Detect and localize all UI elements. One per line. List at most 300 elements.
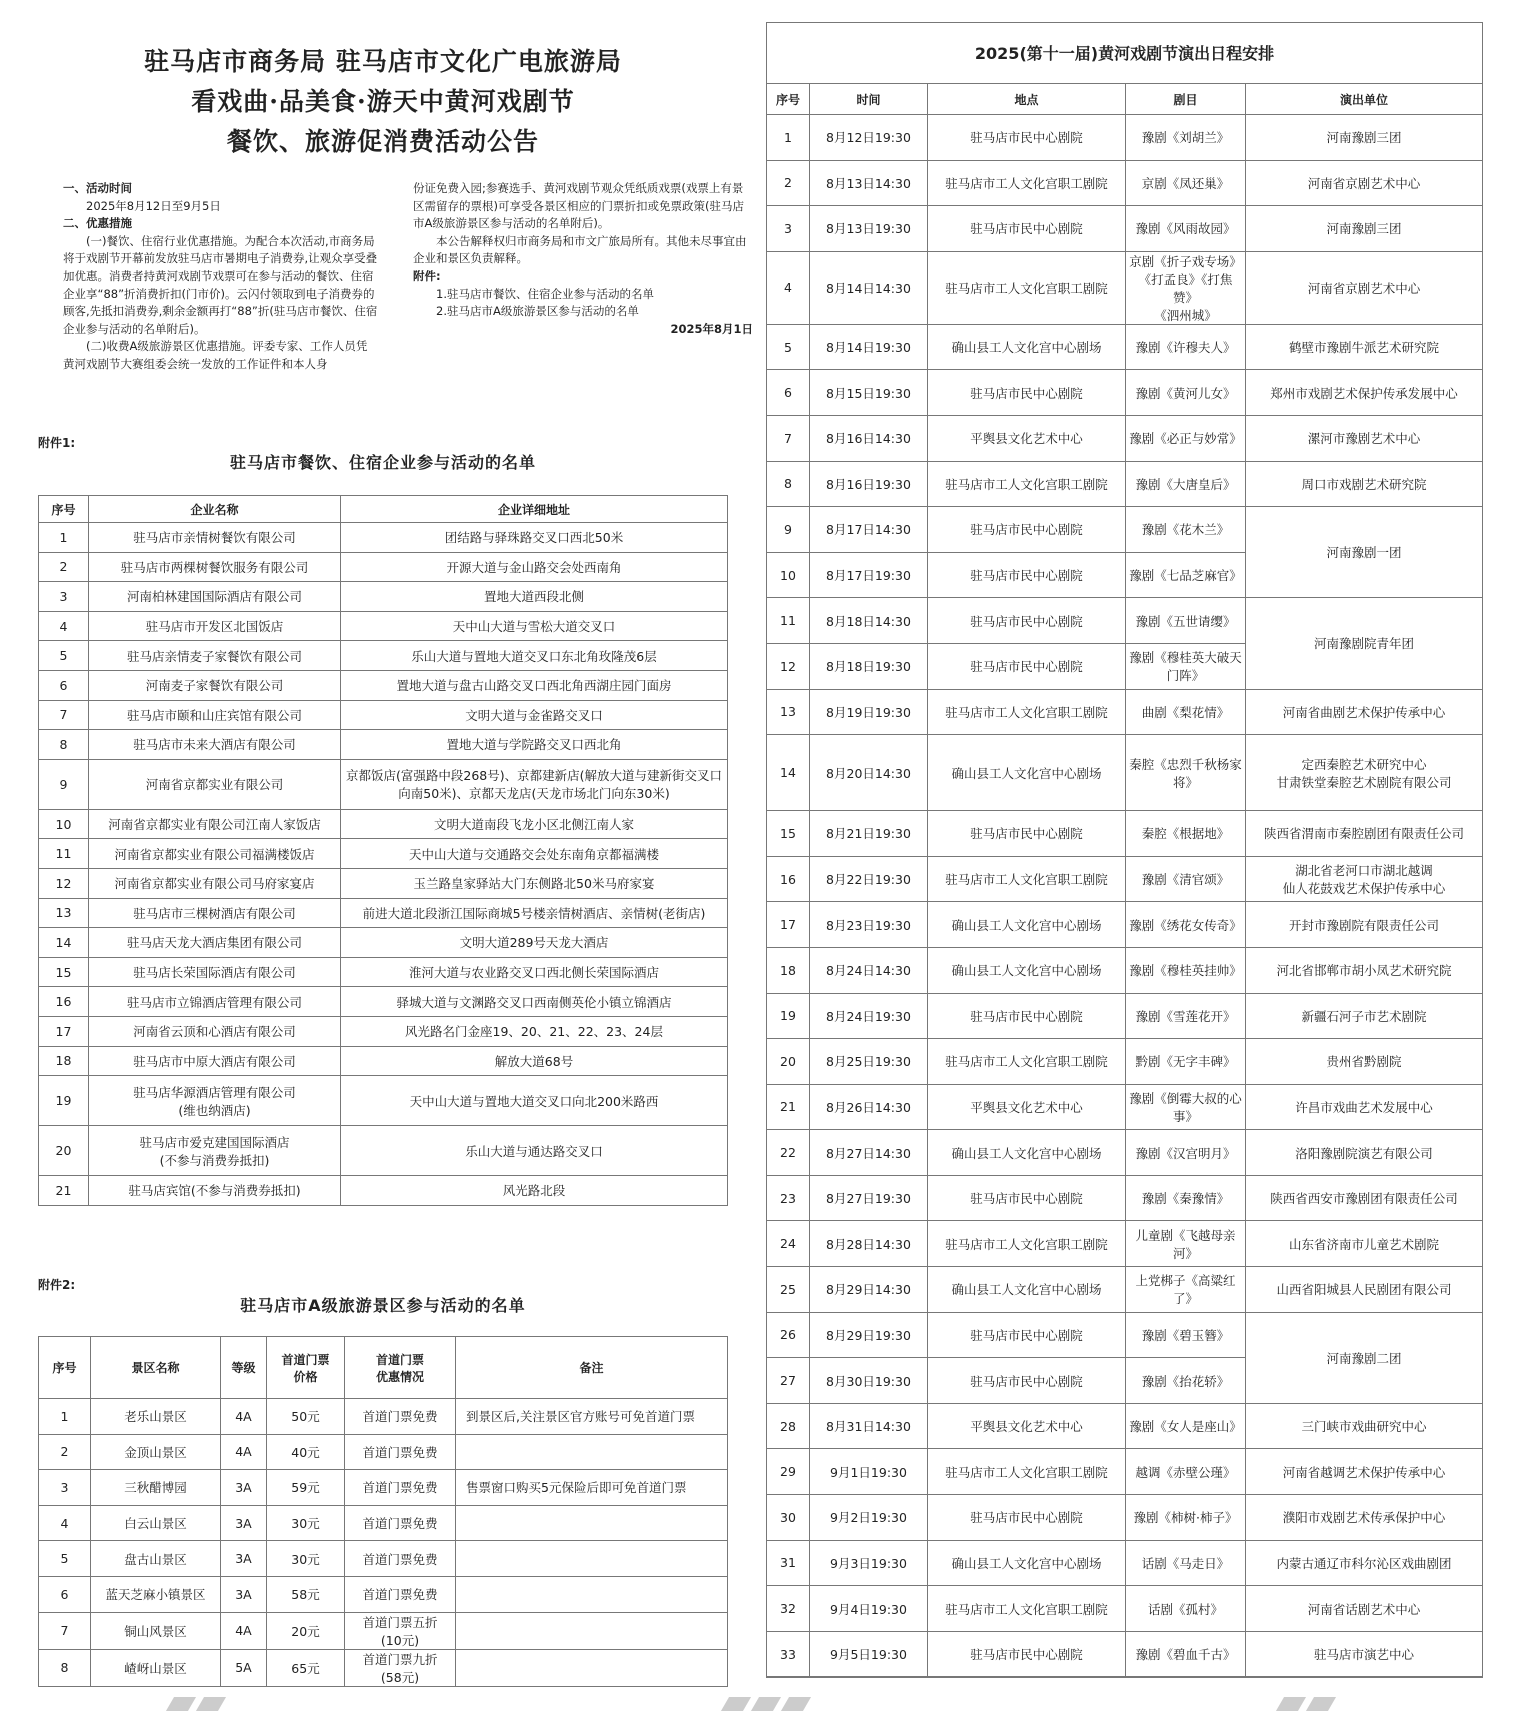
table-cell: 12	[767, 643, 810, 689]
table-cell: 驻马店市工人文化宫职工剧院	[928, 1039, 1126, 1085]
table-cell: 4	[767, 251, 810, 324]
column-header: 首道门票 优惠情况	[345, 1337, 456, 1399]
table-cell: 8月14日14:30	[810, 251, 928, 324]
table-cell: 置地大道与盘古山路交叉口西北角西湖庄园门面房	[341, 670, 728, 700]
table-row	[39, 552, 728, 582]
table-row	[39, 1046, 728, 1076]
table-row	[767, 1631, 1483, 1677]
notice-paragraph: 附件:	[413, 268, 441, 283]
table-cell: 前进大道北段浙江国际商城5号楼亲情树酒店、亲情树(老街店)	[341, 898, 728, 928]
table-row	[767, 735, 1483, 811]
table-cell: 开源大道与金山路交会处西南角	[341, 552, 728, 582]
schedule-panel	[766, 22, 1483, 1678]
table-cell: 白云山景区	[91, 1505, 221, 1541]
table-header-row	[767, 84, 1483, 115]
table-cell: 2	[39, 552, 89, 582]
table-cell: 9月3日19:30	[810, 1540, 928, 1586]
table-cell: 确山县工人文化宫中心剧场	[928, 1130, 1126, 1176]
table-cell: 京剧《折子戏专场》 《打孟良》《打焦赞》 《泗州城》	[1126, 251, 1246, 324]
table-cell: 13	[767, 689, 810, 735]
table-cell: 河南豫剧三团	[1246, 206, 1483, 252]
table-cell: 20	[767, 1039, 810, 1085]
table-cell: 驻马店市工人文化宫职工剧院	[928, 1449, 1126, 1495]
table-cell: 1	[39, 523, 89, 553]
table-row	[39, 1126, 728, 1176]
table-cell: 59元	[267, 1470, 345, 1506]
table-row	[39, 1505, 728, 1541]
table-cell: 豫剧《大唐皇后》	[1126, 461, 1246, 507]
table-cell	[456, 1505, 728, 1541]
table-row	[39, 1399, 728, 1435]
table-cell: 30	[767, 1495, 810, 1541]
table-row	[767, 598, 1483, 644]
table-cell: 30元	[267, 1505, 345, 1541]
table-cell: 越调《赤壁公瑾》	[1126, 1449, 1246, 1495]
table-cell: 三秋醋博园	[91, 1470, 221, 1506]
table-row	[39, 759, 728, 809]
table-cell: 三门峡市戏曲研究中心	[1246, 1403, 1483, 1449]
table-cell: 金顶山景区	[91, 1434, 221, 1470]
table-cell: 曲剧《梨花情》	[1126, 689, 1246, 735]
table-cell	[456, 1612, 728, 1649]
table-cell: 11	[39, 839, 89, 869]
table-cell: 8月24日19:30	[810, 993, 928, 1039]
table-cell: 8月21日19:30	[810, 811, 928, 857]
table-row	[767, 811, 1483, 857]
table-cell: 濮阳市戏剧艺术传承保护中心	[1246, 1495, 1483, 1541]
table-cell	[456, 1576, 728, 1612]
table-cell: 首道门票免费	[345, 1434, 456, 1470]
table-cell: 豫剧《柿树·柿子》	[1126, 1495, 1246, 1541]
table-cell: 确山县工人文化宫中心剧场	[928, 324, 1126, 370]
table-cell: 驻马店市三棵树酒店有限公司	[89, 898, 341, 928]
table-row	[39, 839, 728, 869]
table-cell: 8	[767, 461, 810, 507]
table-cell: 郑州市戏剧艺术保护传承发展中心	[1246, 370, 1483, 416]
table-cell: 驻马店市立锦酒店管理有限公司	[89, 987, 341, 1017]
table-row	[39, 898, 728, 928]
table-row	[39, 987, 728, 1017]
table-cell: 河南豫剧二团	[1246, 1312, 1483, 1403]
table-cell: 19	[767, 993, 810, 1039]
notice-paragraph: 2025年8月12日至9月5日	[86, 198, 221, 213]
table-cell: 驻马店市亲情树餐饮有限公司	[89, 523, 341, 553]
table-cell: 驻马店市民中心剧院	[928, 1358, 1126, 1404]
table-row	[39, 1076, 728, 1126]
table-cell: 置地大道西段北侧	[341, 582, 728, 612]
table-cell: 24	[767, 1221, 810, 1267]
table-cell: 9月4日19:30	[810, 1586, 928, 1632]
announcement-header	[38, 42, 728, 162]
table-cell: 4A	[221, 1434, 267, 1470]
table-cell: 河南豫剧一团	[1246, 507, 1483, 598]
table-cell: 8月12日19:30	[810, 115, 928, 161]
table-cell: 驻马店市民中心剧院	[928, 206, 1126, 252]
table-row	[767, 856, 1483, 902]
table-row	[39, 1016, 728, 1046]
table-cell: 18	[767, 947, 810, 993]
table-cell: 盘古山景区	[91, 1541, 221, 1577]
column-header: 时间	[810, 84, 928, 115]
table-cell: 漯河市豫剧艺术中心	[1246, 415, 1483, 461]
table-cell: 驿城大道与文渊路交叉口西南侧英伦小镇立锦酒店	[341, 987, 728, 1017]
table-row	[39, 641, 728, 671]
table-cell: 19	[39, 1076, 89, 1126]
footer-decoration	[725, 1696, 815, 1704]
table-cell: 驻马店市开发区北国饭店	[89, 611, 341, 641]
table-cell: 22	[767, 1130, 810, 1176]
table-row	[767, 902, 1483, 948]
table-cell: 21	[767, 1084, 810, 1130]
table-cell: 8月13日19:30	[810, 206, 928, 252]
table-cell: 50元	[267, 1399, 345, 1435]
table-cell: 河南省京都实业有限公司福满楼饭店	[89, 839, 341, 869]
column-header: 剧目	[1126, 84, 1246, 115]
table-row	[767, 1267, 1483, 1313]
table-row	[767, 993, 1483, 1039]
table-cell: 8月19日19:30	[810, 689, 928, 735]
table-cell: 河南省越调艺术保护传承中心	[1246, 1449, 1483, 1495]
table-cell: 陕西省西安市豫剧团有限责任公司	[1246, 1175, 1483, 1221]
table-cell: 16	[767, 856, 810, 902]
table-cell: 8月24日14:30	[810, 947, 928, 993]
table-row	[39, 670, 728, 700]
table-cell: 风光路名门金座19、20、21、22、23、24层	[341, 1016, 728, 1046]
table-row	[39, 957, 728, 987]
table-cell: 25	[767, 1267, 810, 1313]
table-cell: 河南省京都实业有限公司江南人家饭店	[89, 809, 341, 839]
table-header-row	[39, 496, 728, 523]
table-cell: 20元	[267, 1612, 345, 1649]
event-title: 看戏曲·品美食·游天中黄河戏剧节	[191, 87, 575, 116]
table-cell: 河南省云顶和心酒店有限公司	[89, 1016, 341, 1046]
table-cell: 豫剧《必正与妙常》	[1126, 415, 1246, 461]
table-cell: 驻马店市演艺中心	[1246, 1631, 1483, 1677]
table-cell: 平舆县文化艺术中心	[928, 1084, 1126, 1130]
table-cell: 驻马店市民中心剧院	[928, 993, 1126, 1039]
table-cell: 河南豫剧院青年团	[1246, 598, 1483, 689]
table-cell: 7	[39, 1612, 91, 1649]
table-cell: 定西秦腔艺术研究中心 甘肃铁堂秦腔艺术剧院有限公司	[1246, 735, 1483, 811]
table-cell: 河南柏林建国国际酒店有限公司	[89, 582, 341, 612]
table-row	[39, 1470, 728, 1506]
table-cell: 贵州省黔剧院	[1246, 1039, 1483, 1085]
table-cell: 8月15日19:30	[810, 370, 928, 416]
table-cell	[456, 1541, 728, 1577]
table-cell: 豫剧《抬花轿》	[1126, 1358, 1246, 1404]
table-cell: 上党梆子《高粱红 了》	[1126, 1267, 1246, 1313]
table-row	[39, 868, 728, 898]
table-cell: 豫剧《女人是座山》	[1126, 1403, 1246, 1449]
table-row	[39, 1176, 728, 1206]
table-cell: 6	[39, 1576, 91, 1612]
table-cell: 1	[767, 115, 810, 161]
scenic-spot-table	[38, 1336, 728, 1687]
table-cell: 豫剧《碧血千古》	[1126, 1631, 1246, 1677]
table-cell: 平舆县文化艺术中心	[928, 1403, 1126, 1449]
column-header: 首道门票 价格	[267, 1337, 345, 1399]
table-cell: 8月30日19:30	[810, 1358, 928, 1404]
table-cell: 23	[767, 1175, 810, 1221]
table-cell: 豫剧《五世请缨》	[1126, 598, 1246, 644]
table-cell: 2	[39, 1434, 91, 1470]
table-cell: 8月22日19:30	[810, 856, 928, 902]
table-row	[767, 415, 1483, 461]
table-cell: 河南豫剧三团	[1246, 115, 1483, 161]
table-cell: 驻马店市民中心剧院	[928, 552, 1126, 598]
table-row	[39, 1541, 728, 1577]
table-row	[39, 523, 728, 553]
table-cell: 26	[767, 1312, 810, 1358]
table-row	[767, 1403, 1483, 1449]
table-cell: 15	[767, 811, 810, 857]
table-cell: 8月28日14:30	[810, 1221, 928, 1267]
table-cell: 驻马店华源酒店管理有限公司 (维也纳酒店)	[89, 1076, 341, 1126]
table-cell: 秦腔《忠烈千秋杨家 将》	[1126, 735, 1246, 811]
table-cell: 豫剧《碧玉簪》	[1126, 1312, 1246, 1358]
table-cell: 9月1日19:30	[810, 1449, 928, 1495]
table-cell: 乐山大道与置地大道交叉口东北角玫隆茂6层	[341, 641, 728, 671]
table-cell: 老乐山景区	[91, 1399, 221, 1435]
table-cell: 10	[767, 552, 810, 598]
table-cell: 周口市戏剧艺术研究院	[1246, 461, 1483, 507]
column-header: 企业详细地址	[341, 496, 728, 523]
table-cell: 驻马店市民中心剧院	[928, 1312, 1126, 1358]
table-row	[39, 1649, 728, 1686]
table-cell: 首道门票免费	[345, 1470, 456, 1506]
schedule-title: 2025(第十一届)黄河戏剧节演出日程安排	[767, 23, 1482, 84]
table-cell: 天中山大道与交通路交会处东南角京都福满楼	[341, 839, 728, 869]
left-column	[38, 0, 753, 1685]
table-cell: 话剧《孤村》	[1126, 1586, 1246, 1632]
restaurant-table	[38, 495, 728, 1206]
table-cell: 58元	[267, 1576, 345, 1612]
table-cell: 3	[767, 206, 810, 252]
table-cell: 3A	[221, 1541, 267, 1577]
table-cell: 首道门票五折 (10元)	[345, 1612, 456, 1649]
table-cell: 驻马店市中原大酒店有限公司	[89, 1046, 341, 1076]
table-cell: 河南省曲剧艺术保护传承中心	[1246, 689, 1483, 735]
table-cell: 16	[39, 987, 89, 1017]
table-row	[39, 1612, 728, 1649]
table-cell: 32	[767, 1586, 810, 1632]
table-row	[767, 1540, 1483, 1586]
table-row	[39, 700, 728, 730]
table-cell: 豫剧《穆桂英大破天 门阵》	[1126, 643, 1246, 689]
table-cell: 8月27日14:30	[810, 1130, 928, 1176]
table-cell: 8月23日19:30	[810, 902, 928, 948]
notice-paragraph: 本公告解释权归市商务局和市文广旅局所有。其他未尽事宜由企业和景区负责解释。	[413, 233, 747, 266]
table-cell: 8月17日19:30	[810, 552, 928, 598]
table-cell: 驻马店市民中心剧院	[928, 1495, 1126, 1541]
table-cell: 8月26日14:30	[810, 1084, 928, 1130]
table-cell: 豫剧《雪莲花开》	[1126, 993, 1246, 1039]
table-cell: 31	[767, 1540, 810, 1586]
table-cell: 确山县工人文化宫中心剧场	[928, 1267, 1126, 1313]
table-cell: 3	[39, 1470, 91, 1506]
table-cell: 儿童剧《飞越母亲 河》	[1126, 1221, 1246, 1267]
table-cell: 4A	[221, 1399, 267, 1435]
table-cell: 开封市豫剧院有限责任公司	[1246, 902, 1483, 948]
column-header: 等级	[221, 1337, 267, 1399]
table-cell: 3A	[221, 1505, 267, 1541]
table-cell: 豫剧《风雨故园》	[1126, 206, 1246, 252]
table-cell: 河北省邯郸市胡小凤艺术研究院	[1246, 947, 1483, 993]
table-cell: 8月18日14:30	[810, 598, 928, 644]
notice-paragraph: 2025年8月1日	[670, 321, 753, 336]
attachment1-label: 附件1:	[38, 436, 76, 450]
table-cell: 豫剧《汉宫明月》	[1126, 1130, 1246, 1176]
table-cell: 8月16日14:30	[810, 415, 928, 461]
table-cell: 驻马店市工人文化宫职工剧院	[928, 160, 1126, 206]
table-cell: 到景区后,关注景区官方账号可免首道门票	[456, 1399, 728, 1435]
table-cell: 4A	[221, 1612, 267, 1649]
table-row	[767, 947, 1483, 993]
table-row	[767, 1586, 1483, 1632]
table-cell: 陕西省渭南市秦腔剧团有限责任公司	[1246, 811, 1483, 857]
table-row	[767, 115, 1483, 161]
table-cell: 话剧《马走日》	[1126, 1540, 1246, 1586]
table-cell: 27	[767, 1358, 810, 1404]
table-cell: 3A	[221, 1576, 267, 1612]
notice-column-1	[63, 180, 378, 374]
table-cell: 驻马店市工人文化宫职工剧院	[928, 1221, 1126, 1267]
column-header: 序号	[767, 84, 810, 115]
table-cell: 驻马店市工人文化宫职工剧院	[928, 1586, 1126, 1632]
table-cell: 15	[39, 957, 89, 987]
table-cell: 文明大道南段飞龙小区北侧江南人家	[341, 809, 728, 839]
table-cell: 8月13日14:30	[810, 160, 928, 206]
table-row	[767, 1449, 1483, 1495]
table-cell: 驻马店市民中心剧院	[928, 1175, 1126, 1221]
table-cell: 8月29日19:30	[810, 1312, 928, 1358]
attachment2-label: 附件2:	[38, 1278, 76, 1292]
issuer-title: 驻马店市商务局 驻马店市文化广电旅游局	[144, 47, 622, 76]
table-cell: 6	[767, 370, 810, 416]
table-cell: 许昌市戏曲艺术发展中心	[1246, 1084, 1483, 1130]
column-header: 景区名称	[91, 1337, 221, 1399]
notice-paragraph: 份证免费入园;参赛选手、黄河戏剧节观众凭纸质戏票(戏票上有景区需留存的票根)可享受各景区相应的门票折扣或免票政策(驻马店市A级旅游景区参与活动的名单附后)。	[413, 181, 744, 231]
table-cell: 乐山大道与通达路交叉口	[341, 1126, 728, 1176]
table-cell: 内蒙古通辽市科尔沁区戏曲剧团	[1246, 1540, 1483, 1586]
table-cell: 河南省京都实业有限公司	[89, 759, 341, 809]
table-cell: 豫剧《绣花女传奇》	[1126, 902, 1246, 948]
table-cell: 天中山大道与雪松大道交叉口	[341, 611, 728, 641]
table-cell: 确山县工人文化宫中心剧场	[928, 735, 1126, 811]
table-cell: 驻马店市爱克建国国际酒店 (不参与消费券抵扣)	[89, 1126, 341, 1176]
table-cell: 鹤壁市豫剧牛派艺术研究院	[1246, 324, 1483, 370]
table-cell: 33	[767, 1631, 810, 1677]
table-cell	[456, 1434, 728, 1470]
table-row	[767, 1175, 1483, 1221]
table-cell: 40元	[267, 1434, 345, 1470]
table-cell	[456, 1649, 728, 1686]
table-cell: 7	[39, 700, 89, 730]
table-row	[767, 507, 1483, 553]
table-cell: 豫剧《倒霉大叔的心 事》	[1126, 1084, 1246, 1130]
table-cell: 20	[39, 1126, 89, 1176]
table-cell: 11	[767, 598, 810, 644]
table-cell: 驻马店市民中心剧院	[928, 811, 1126, 857]
table-cell: 秦腔《根据地》	[1126, 811, 1246, 857]
table-cell: 豫剧《秦豫情》	[1126, 1175, 1246, 1221]
table-cell: 8月18日19:30	[810, 643, 928, 689]
table-cell: 团结路与驿珠路交叉口西北50米	[341, 523, 728, 553]
column-header: 地点	[928, 84, 1126, 115]
table-cell: 首道门票免费	[345, 1576, 456, 1612]
table-cell: 8月17日14:30	[810, 507, 928, 553]
table-row	[767, 1312, 1483, 1358]
notice-paragraph: 二、优惠措施	[63, 216, 132, 231]
table-cell: 蓝天芝麻小镇景区	[91, 1576, 221, 1612]
table-row	[767, 1039, 1483, 1085]
notice-paragraph: (二)收费A级旅游景区优惠措施。评委专家、工作人员凭黄河戏剧节大赛组委会统一发放的工作证件和本人身	[63, 339, 368, 371]
notice-paragraph: (一)餐饮、住宿行业优惠措施。为配合本次活动,市商务局将于戏剧节开幕前发放驻马店市暑期电子消费券,让观众享受叠加优惠。消费者持黄河戏剧节戏票可在参与活动的餐饮、住宿企业享“88”折消费折扣(门市价)。云闪付领取到电子消费券的顾客,先抵扣消费券,剩余金额再打“88”折(驻马店市餐饮、住宿企业参与活动的名单附后)。	[63, 233, 378, 336]
table-row	[39, 730, 728, 760]
table-cell: 29	[767, 1449, 810, 1495]
table-cell: 洛阳豫剧院演艺有限公司	[1246, 1130, 1483, 1176]
table-cell: 京都饭店(富强路中段268号)、京都建新店(解放大道与建新街交叉口向南50米)、京都天龙店(天龙市场北门向东30米)	[341, 759, 728, 809]
table-row	[39, 1434, 728, 1470]
column-header: 序号	[39, 1337, 91, 1399]
table-cell: 山西省阳城县人民剧团有限公司	[1246, 1267, 1483, 1313]
table-cell: 淮河大道与农业路交叉口西北侧长荣国际酒店	[341, 957, 728, 987]
table-cell: 豫剧《穆桂英挂帅》	[1126, 947, 1246, 993]
table-cell: 驻马店市民中心剧院	[928, 598, 1126, 644]
table-cell: 嵖岈山景区	[91, 1649, 221, 1686]
table-cell: 天中山大道与置地大道交叉口向北200米路西	[341, 1076, 728, 1126]
table-row	[767, 206, 1483, 252]
table-cell: 首道门票免费	[345, 1505, 456, 1541]
table-cell: 5	[39, 1541, 91, 1577]
table-cell: 解放大道68号	[341, 1046, 728, 1076]
table-cell: 8月31日14:30	[810, 1403, 928, 1449]
table-cell: 驻马店宾馆(不参与消费券抵扣)	[89, 1176, 341, 1206]
table-row	[39, 928, 728, 958]
table-cell: 驻马店市民中心剧院	[928, 643, 1126, 689]
attachment2-title: 驻马店市A级旅游景区参与活动的名单	[240, 1296, 526, 1315]
table-cell: 8月27日19:30	[810, 1175, 928, 1221]
table-cell: 8	[39, 730, 89, 760]
attachment1-title: 驻马店市餐饮、住宿企业参与活动的名单	[229, 453, 536, 472]
schedule-table	[766, 83, 1483, 1677]
table-cell: 4	[39, 611, 89, 641]
table-cell: 豫剧《许穆夫人》	[1126, 324, 1246, 370]
table-cell: 14	[39, 928, 89, 958]
table-cell: 豫剧《花木兰》	[1126, 507, 1246, 553]
table-cell: 驻马店市民中心剧院	[928, 370, 1126, 416]
table-cell: 6	[39, 670, 89, 700]
table-cell: 驻马店市工人文化宫职工剧院	[928, 251, 1126, 324]
table-row	[767, 1084, 1483, 1130]
column-header: 演出单位	[1246, 84, 1483, 115]
table-cell: 14	[767, 735, 810, 811]
table-cell: 9	[39, 759, 89, 809]
table-cell: 8月29日14:30	[810, 1267, 928, 1313]
table-cell: 首道门票免费	[345, 1399, 456, 1435]
table-cell: 河南省京剧艺术中心	[1246, 251, 1483, 324]
table-cell: 17	[767, 902, 810, 948]
table-cell: 驻马店市民中心剧院	[928, 1631, 1126, 1677]
table-cell: 新疆石河子市艺术剧院	[1246, 993, 1483, 1039]
column-header: 企业名称	[89, 496, 341, 523]
table-cell: 18	[39, 1046, 89, 1076]
table-cell: 平舆县文化艺术中心	[928, 415, 1126, 461]
table-cell: 30元	[267, 1541, 345, 1577]
table-cell: 豫剧《刘胡兰》	[1126, 115, 1246, 161]
table-cell: 驻马店市两棵树餐饮服务有限公司	[89, 552, 341, 582]
table-cell: 3A	[221, 1470, 267, 1506]
